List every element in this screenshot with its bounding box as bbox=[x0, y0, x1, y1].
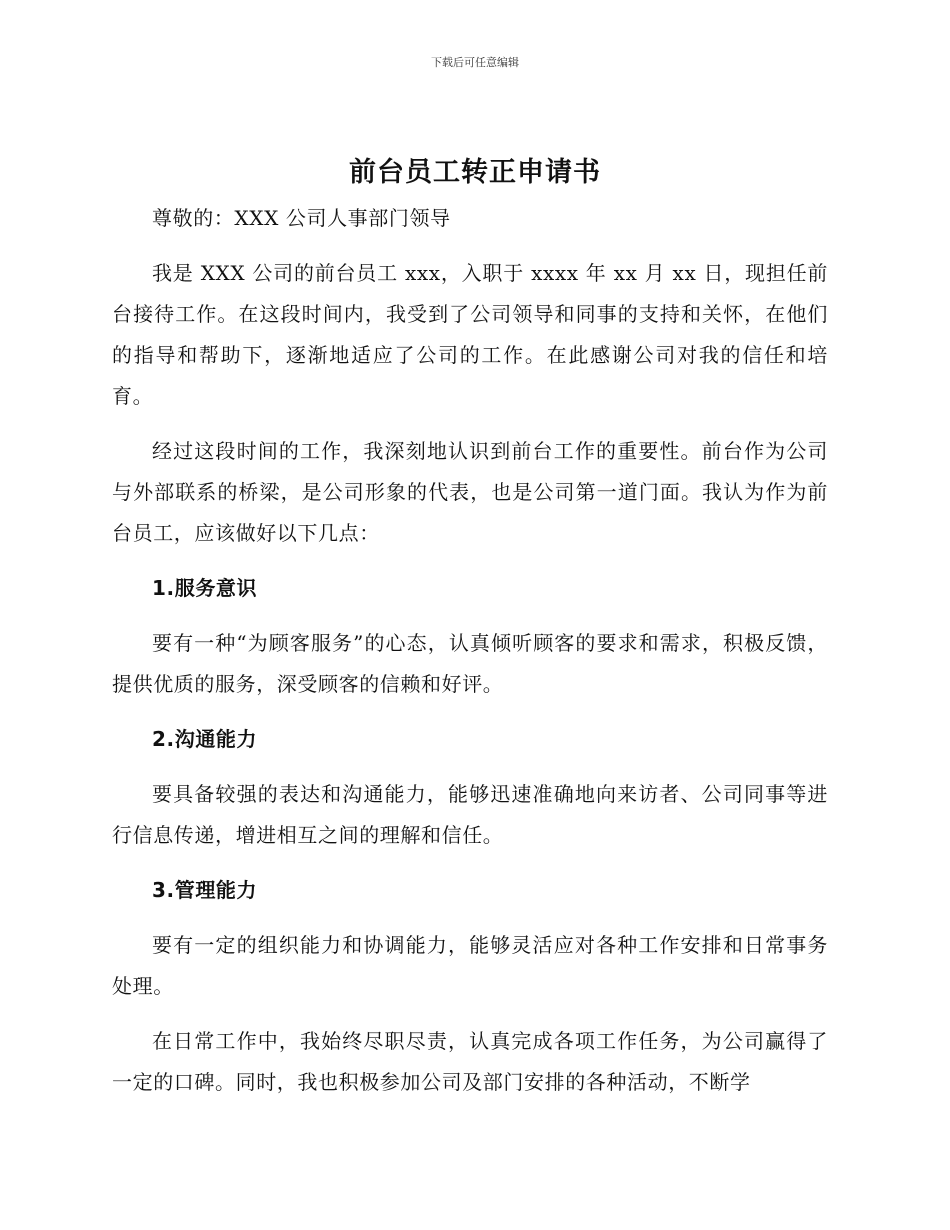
section-text-service: 要有一种“为顾客服务”的心态，认真倾听顾客的要求和需求，积极反馈，提供优质的服务，深受顾客的信赖和好评。 bbox=[112, 631, 828, 696]
section-text-communication: 要具备较强的表达和沟通能力，能够迅速准确地向来访者、公司同事等进行信息传递，增进相互之间的理解和信任。 bbox=[112, 782, 828, 847]
salutation: 尊敬的：XXX 公司人事部门领导 bbox=[152, 206, 451, 230]
paragraph-closing: 在日常工作中，我始终尽职尽责，认真完成各项工作任务，为公司赢得了一定的口碑。同时，我也积极参加公司及部门安排的各种活动，不断学 bbox=[112, 1029, 828, 1094]
paragraph-intro: 我是 XXX 公司的前台员工 xxx，入职于 xxxx 年 xx 月 xx 日，现担任前台接待工作。在这段时间内，我受到了公司领导和同事的支持和关怀，在他们的指导和帮助下，逐渐地适应了公司的工作。在此感谢公司对我的信任和培育。 bbox=[112, 261, 828, 408]
section-heading-management: 3.管理能力 bbox=[152, 878, 258, 902]
section-text-management: 要有一定的组织能力和协调能力，能够灵活应对各种工作安排和日常事务处理。 bbox=[112, 933, 828, 998]
document-title: 前台员工转正申请书 bbox=[349, 157, 601, 188]
header-note: 下载后可任意编辑 bbox=[431, 56, 519, 69]
paragraph-importance: 经过这段时间的工作，我深刻地认识到前台工作的重要性。前台作为公司与外部联系的桥梁，是公司形象的代表，也是公司第一道门面。我认为作为前台员工，应该做好以下几点： bbox=[112, 439, 828, 545]
section-heading-communication: 2.沟通能力 bbox=[152, 727, 258, 751]
section-heading-service: 1.服务意识 bbox=[152, 576, 258, 600]
document-body bbox=[112, 198, 828, 1117]
